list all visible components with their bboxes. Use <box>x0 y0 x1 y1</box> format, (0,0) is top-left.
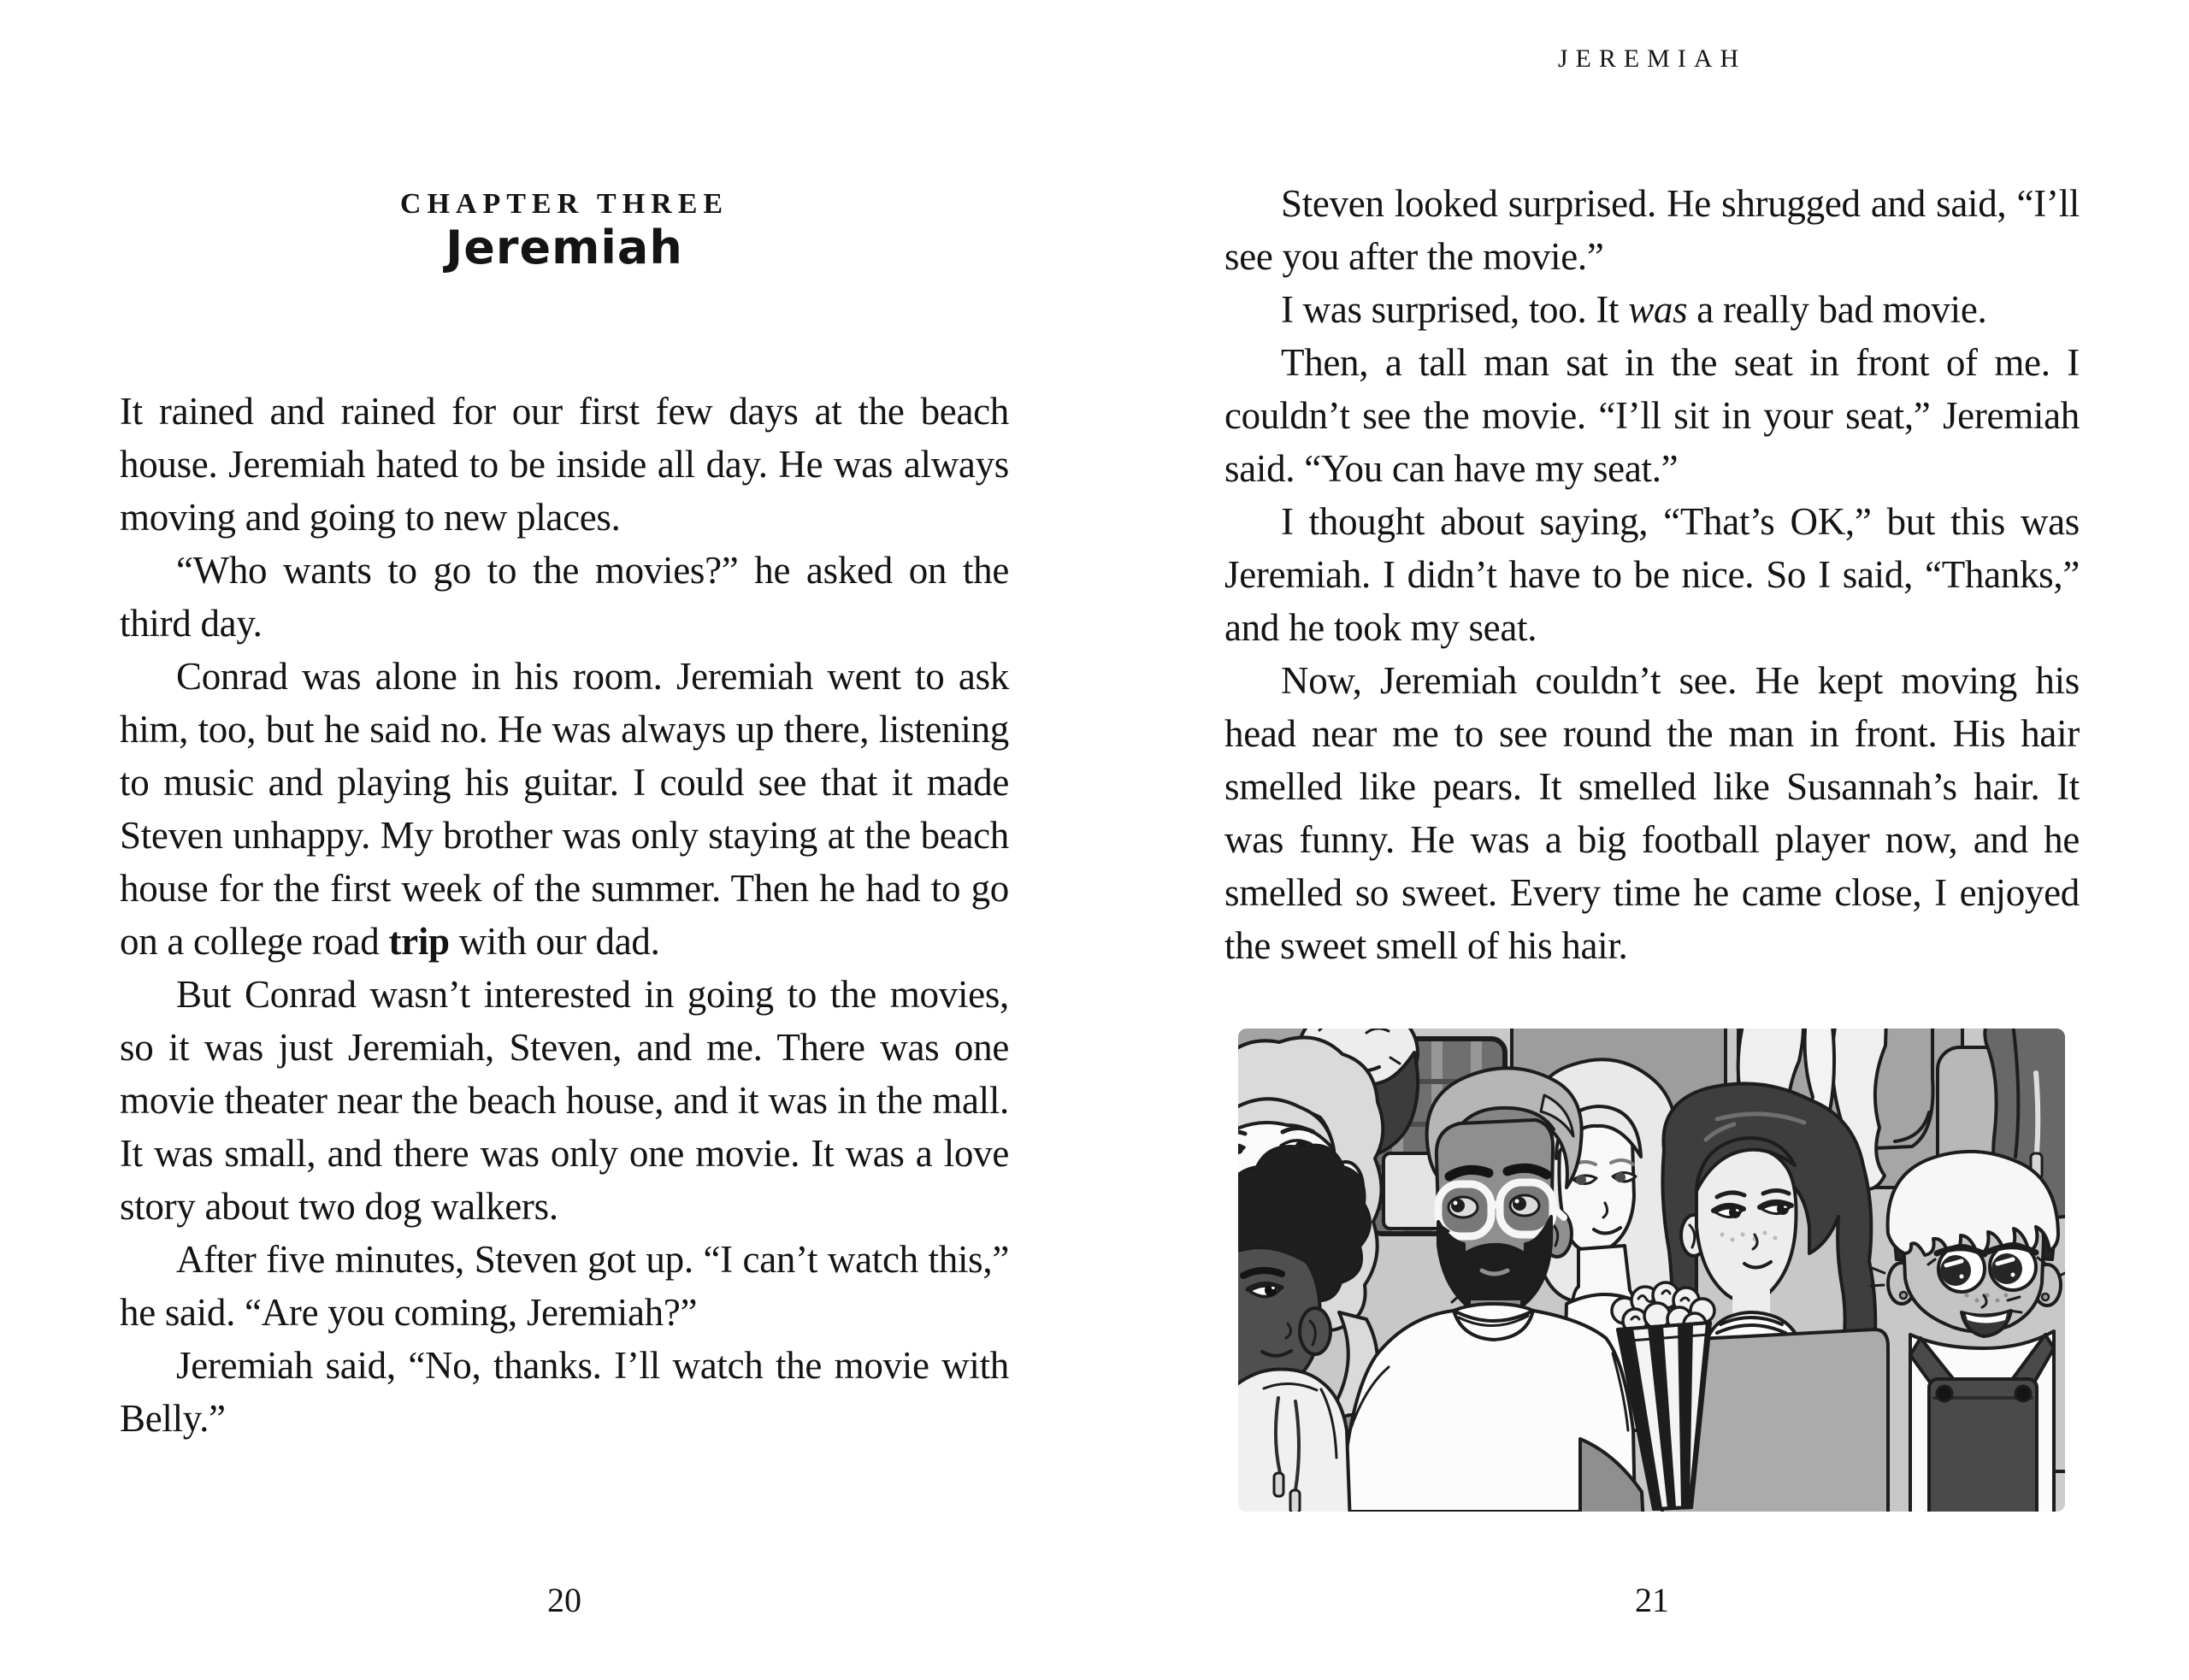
paragraph <box>1224 283 2080 336</box>
paragraph <box>120 544 1009 650</box>
page-number-left: 20 <box>547 1581 581 1619</box>
text-segment: with our dad. <box>449 920 660 963</box>
page-left <box>120 0 1009 1680</box>
paragraph <box>1224 495 2080 654</box>
text-segment: trip <box>388 920 450 963</box>
left-page-body <box>120 385 1009 1445</box>
text-segment: Now, Jeremiah couldn’t see. He kept moving his head near me to see round the man in front. His hair smelled like pears. It smelled like Susannah’s hair. It was funny. He was a big football player now, and he smelled so sweet. Every time he came close, I enjoyed the sweet smell of his hair. <box>1224 659 2080 967</box>
page-right <box>1224 0 2080 1680</box>
text-segment: I was surprised, too. It <box>1281 288 1629 331</box>
page-number-right: 21 <box>1635 1581 1669 1619</box>
chapter-title: Jeremiah <box>445 221 683 274</box>
text-segment: Conrad was alone in his room. Jeremiah went to ask him, too, but he said no. He was always up there, listening to music and playing his guitar. I could see that it made Steven unhappy. My brother was only staying at the beach house for the first week of the summer. Then he had to go on a college road <box>120 655 1009 963</box>
movie-theater-illustration <box>1238 1029 2065 1512</box>
paragraph <box>1224 177 2080 283</box>
paragraph <box>120 650 1009 968</box>
paragraph <box>120 385 1009 544</box>
right-page-body <box>1224 177 2080 972</box>
movie-theater-scene-svg <box>1238 1029 2065 1512</box>
text-segment: “Who wants to go to the movies?” he asked on the third day. <box>120 549 1009 645</box>
paragraph <box>120 1339 1009 1445</box>
paragraph <box>120 968 1009 1233</box>
text-segment: It rained and rained for our first few days at the beach house. Jeremiah hated to be inside all day. He was always moving and going to new places. <box>120 390 1009 539</box>
text-segment: Jeremiah said, “No, thanks. I’ll watch the movie with Belly.” <box>120 1344 1009 1440</box>
text-segment: But Conrad wasn’t interested in going to the movies, so it was just Jeremiah, Steven, and me. There was one movie theater near the beach house, and it was in the mall. It was small, and there was only one movie. It was a love story about two dog walkers. <box>120 973 1009 1228</box>
text-segment: Then, a tall man sat in the seat in front of me. I couldn’t see the movie. “I’ll sit in your seat,” Jeremiah said. “You can have my seat.” <box>1224 341 2080 490</box>
text-segment: a really bad movie. <box>1687 288 1987 331</box>
running-header: JEREMIAH <box>1557 44 1747 73</box>
text-segment: I thought about saying, “That’s OK,” but this was Jeremiah. I didn’t have to be nice. So I said, “Thanks,” and he took my seat. <box>1224 500 2080 649</box>
paragraph <box>1224 654 2080 972</box>
paragraph <box>1224 336 2080 495</box>
text-segment: Steven looked surprised. He shrugged and said, “I’ll see you after the movie.” <box>1224 182 2080 278</box>
text-segment: After five minutes, Steven got up. “I can’t watch this,” he said. “Are you coming, Jeremiah?” <box>120 1238 1009 1334</box>
paragraph <box>120 1233 1009 1339</box>
text-segment: was <box>1628 288 1688 331</box>
chapter-label: CHAPTER THREE <box>399 188 729 220</box>
